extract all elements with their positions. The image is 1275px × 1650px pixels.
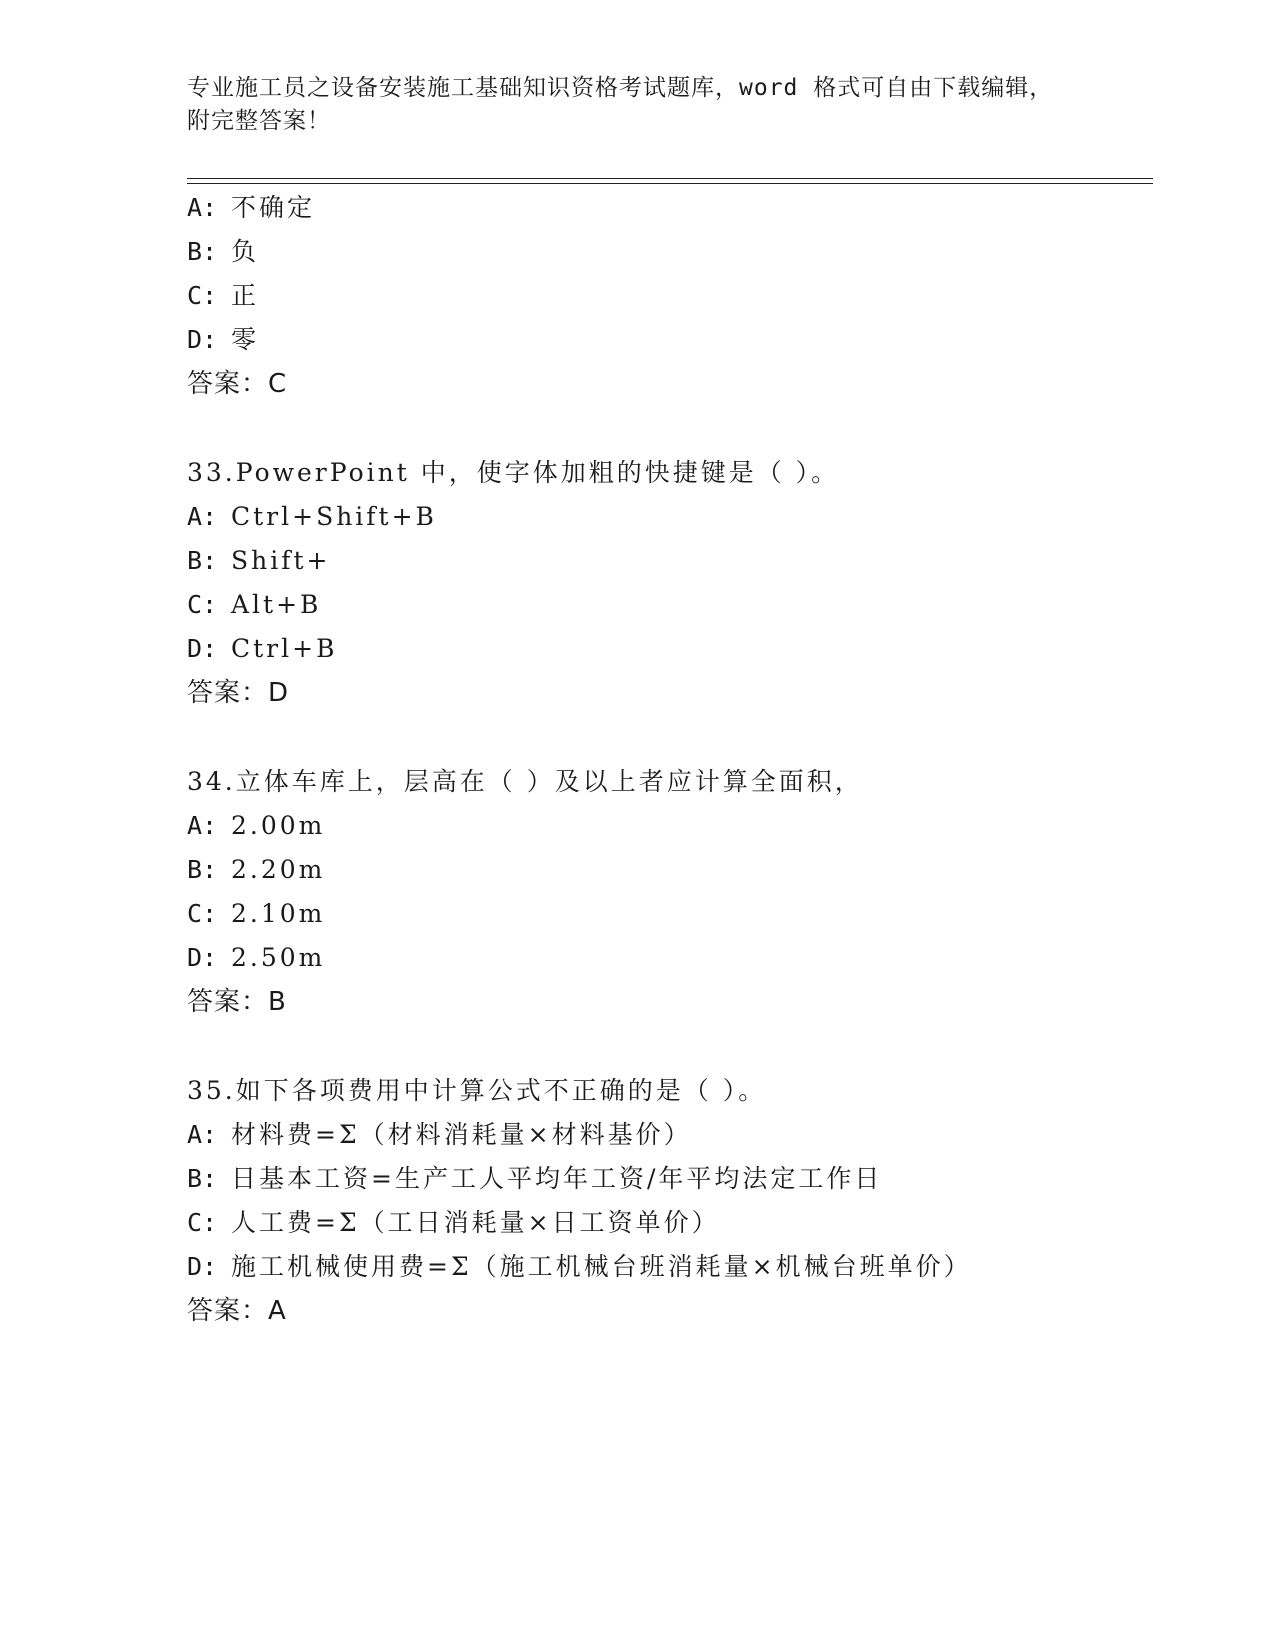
- q35-option-c: [187, 1208, 720, 1238]
- q32-option-b: [187, 237, 259, 267]
- q33-question: 33.PowerPoint 中，使字体加粗的快捷键是（ ）。: [187, 458, 840, 487]
- q33-option-a: [187, 502, 437, 532]
- q32-option-c: [187, 281, 259, 311]
- option-text: Alt+B: [231, 590, 322, 619]
- q34-option-b: [187, 855, 325, 885]
- option-text: 材料费=Σ（材料消耗量×材料基价）: [231, 1120, 692, 1149]
- q32-option-a: [187, 193, 315, 223]
- option-text: 零: [231, 325, 260, 354]
- option-text: 日基本工资=生产工人平均年工资/年平均法定工作日: [231, 1164, 883, 1193]
- q35-answer: 答案：A: [187, 1296, 287, 1326]
- q35-option-a: [187, 1120, 692, 1150]
- option-text: 负: [231, 237, 260, 266]
- option-label: A:: [187, 1120, 218, 1149]
- option-label: A:: [187, 193, 218, 222]
- q35-question: 35.如下各项费用中计算公式不正确的是（ ）。: [187, 1076, 767, 1105]
- q35-option-d: [187, 1252, 972, 1282]
- header-rule-bottom: [187, 183, 1153, 184]
- option-label: A:: [187, 811, 218, 840]
- q34-option-d: [187, 943, 325, 973]
- header-rule-top: [187, 178, 1153, 179]
- q33-option-b: [187, 546, 330, 576]
- option-text: Shift+: [231, 546, 331, 575]
- q34-answer: 答案：B: [187, 987, 287, 1017]
- option-text: 2.20m: [231, 855, 326, 884]
- q32-answer: 答案：C: [187, 369, 288, 399]
- option-label: D:: [187, 634, 218, 663]
- option-label: D:: [187, 943, 218, 972]
- q34-question: 34.立体车库上，层高在（ ）及以上者应计算全面积，: [187, 767, 863, 796]
- q35-option-b: [187, 1164, 882, 1194]
- option-text: Ctrl+B: [231, 634, 338, 663]
- option-label: C:: [187, 281, 218, 310]
- option-text: 不确定: [231, 193, 316, 222]
- option-label: B:: [187, 237, 218, 266]
- option-text: 人工费=Σ（工日消耗量×日工资单价）: [231, 1208, 720, 1237]
- option-label: B:: [187, 546, 218, 575]
- q33-option-c: [187, 590, 321, 620]
- option-label: A:: [187, 502, 218, 531]
- option-label: D:: [187, 1252, 218, 1281]
- option-text: 施工机械使用费=Σ（施工机械台班消耗量×机械台班单价）: [231, 1252, 972, 1281]
- option-label: C:: [187, 1208, 218, 1237]
- option-label: B:: [187, 1164, 218, 1193]
- document-header: 专业施工员之设备安装施工基础知识资格考试题库，word 格式可自由下载编辑，附完整答案！: [187, 75, 1054, 134]
- q33-answer: 答案：D: [187, 678, 290, 708]
- q32-option-d: [187, 325, 259, 355]
- option-text: 正: [231, 281, 260, 310]
- q34-option-a: [187, 811, 325, 841]
- option-label: C:: [187, 590, 218, 619]
- q33-option-d: [187, 634, 337, 664]
- option-text: 2.00m: [231, 811, 326, 840]
- option-text: Ctrl+Shift+B: [231, 502, 437, 531]
- option-label: D:: [187, 325, 218, 354]
- option-label: B:: [187, 855, 218, 884]
- q34-option-c: [187, 899, 325, 929]
- option-text: 2.10m: [231, 899, 326, 928]
- option-text: 2.50m: [231, 943, 326, 972]
- option-label: C:: [187, 899, 218, 928]
